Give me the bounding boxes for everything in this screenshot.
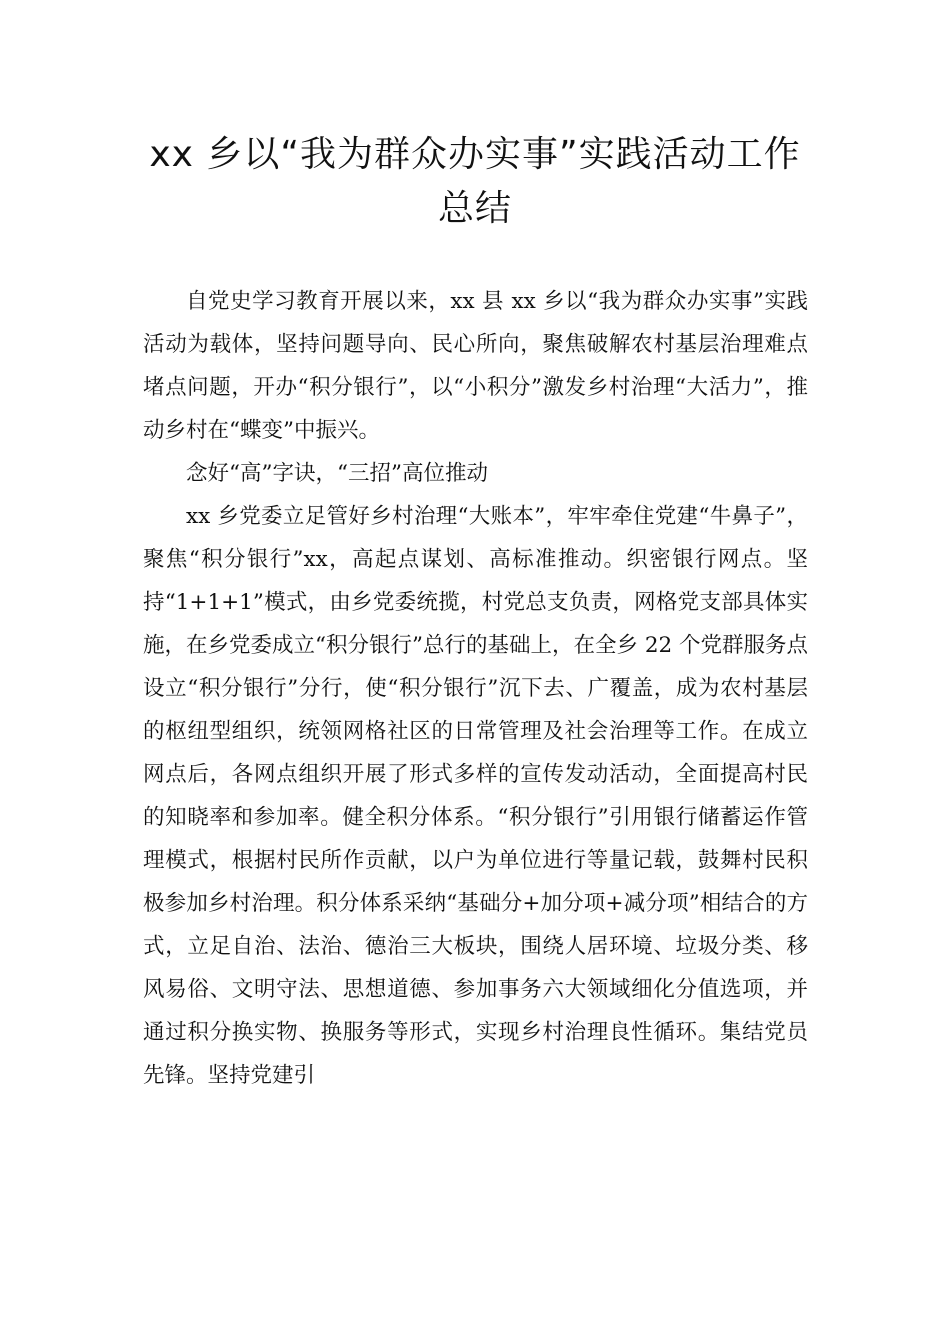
document-title: xx 乡以“我为群众办实事”实践活动工作总结: [149, 134, 801, 229]
body-paragraph: xx 乡党委立足管好乡村治理“大账本”，牢牢牵住党建“牛鼻子”，聚焦“积分银行”xx，高起点谋划、高标准推动。织密银行网点。坚持“1+1+1”模式，由乡党委统揽，村党总支负责，网格党支部具体实施，在乡党委成立“积分银行”总行的基础上，在全乡 22 个党群服务点设立“积分银行”分行，使“积分银行”沉下去、广覆盖，成为农村基层的枢纽型组织，统领网格社区的日常管理及社会治理等工作。在成立网点后，各网点组织开展了形式多样的宣传发动活动，全面提高村民的知晓率和参加率。健全积分体系。“积分银行”引用银行储蓄运作管理模式，根据村民所作贡献，以户为单位进行等量记载，鼓舞村民积极参加乡村治理。积分体系采纳“基础分+加分项+减分项”相结合的方式，立足自治、法治、德治三大板块，围绕人居环境、垃圾分类、移风易俗、文明守法、思想道德、参加事务六大领域细化分值选项，并通过积分换实物、换服务等形式，实现乡村治理良性循环。集结党员先锋。坚持党建引: [143, 504, 809, 1088]
document-body: [143, 280, 808, 1097]
intro-paragraph: 自党史学习教育开展以来，xx 县 xx 乡以“我为群众办实事”实践活动为载体，坚持问题导向、民心所向，聚焦破解农村基层治理难点堵点问题，开办“积分银行”，以“小积分”激发乡村治理“大活力”，推动乡村在“蝶变”中振兴。: [143, 289, 808, 443]
section-heading: 念好“高”字诀，“三招”高位推动: [186, 461, 488, 486]
